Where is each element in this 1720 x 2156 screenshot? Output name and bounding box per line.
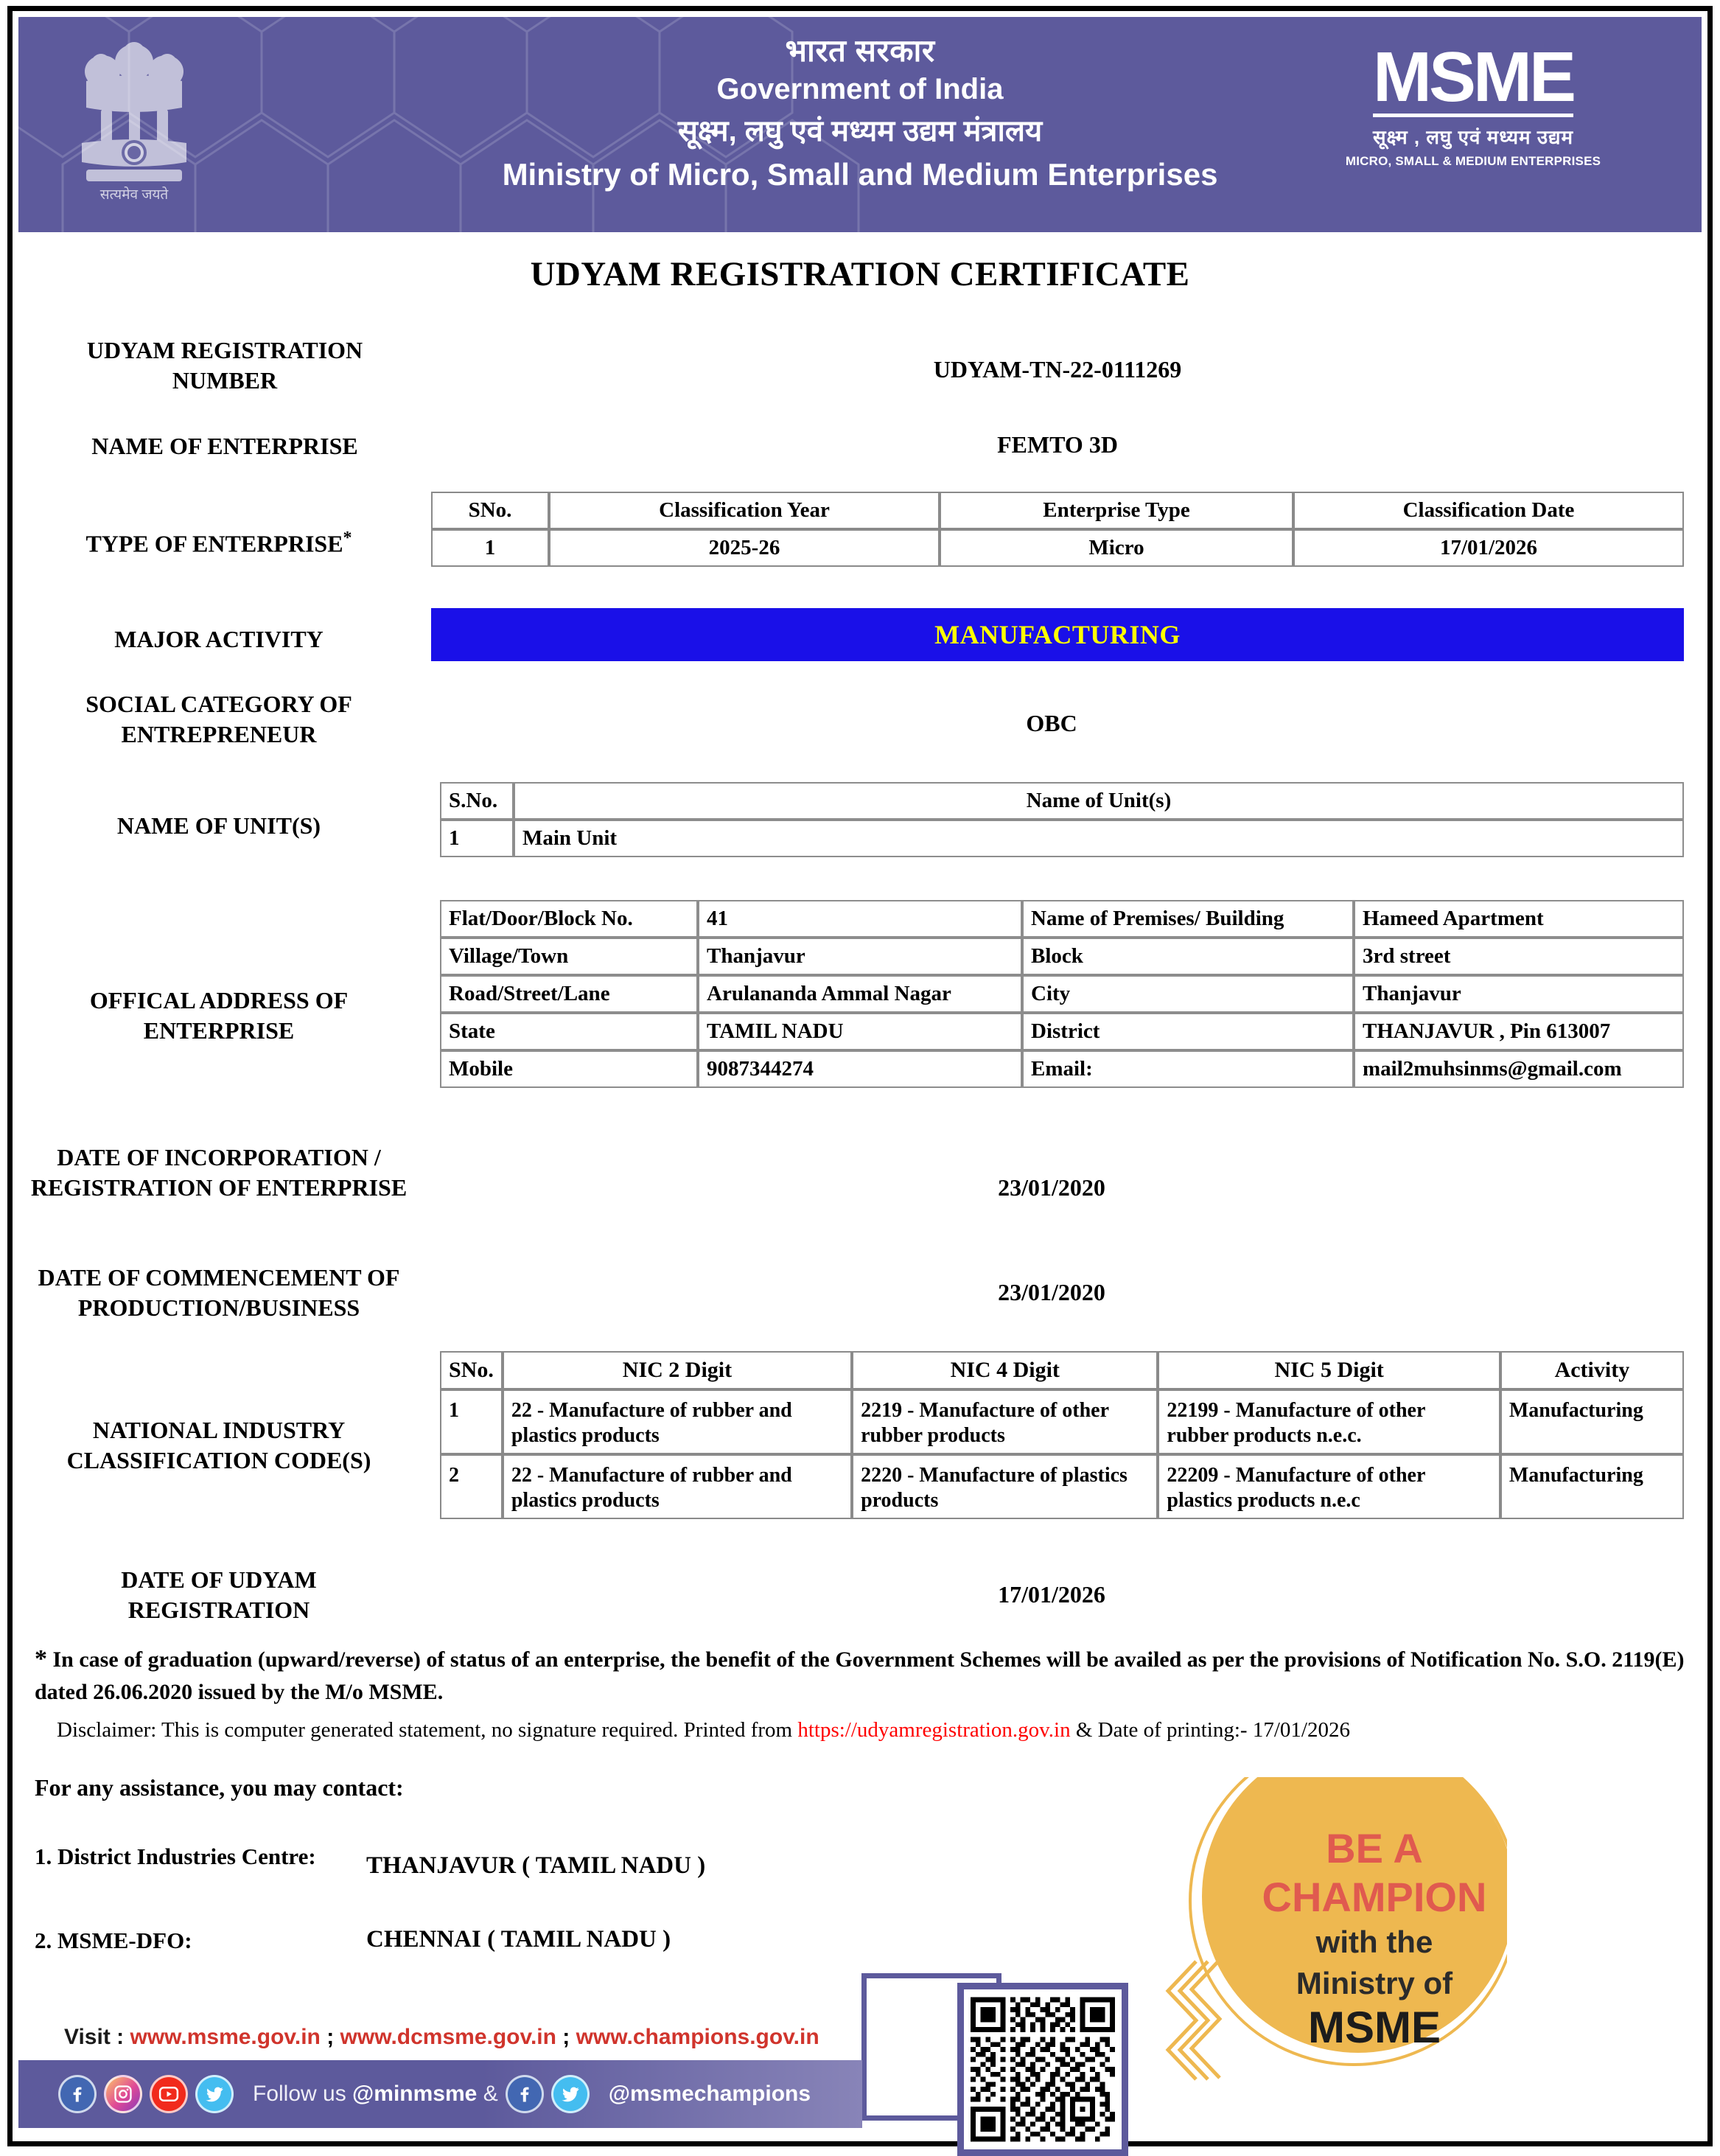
facebook-icon[interactable] <box>58 2075 97 2113</box>
instagram-glyph <box>113 2084 133 2104</box>
col-classification-date: Classification Date <box>1293 492 1684 529</box>
address-field-label: City <box>1022 975 1354 1013</box>
cell-classification-date: 17/01/2026 <box>1293 529 1684 567</box>
type-of-enterprise-asterisk: * <box>343 528 352 548</box>
disclaimer-part2: & Date of printing:- 17/01/2026 <box>1070 1718 1350 1742</box>
cell-activity: Manufacturing <box>1500 1454 1684 1519</box>
disclaimer-part1: Disclaimer: This is computer generated statement, no signature required. Printed from <box>57 1718 798 1742</box>
champions-website-link[interactable]: www.champions.gov.in <box>576 2025 819 2049</box>
visit-separator: ; <box>556 2025 576 2049</box>
col-nic-5-digit: NIC 5 Digit <box>1158 1351 1500 1389</box>
cell-sno: 1 <box>440 820 514 857</box>
address-field-label: Mobile <box>440 1050 698 1088</box>
champion-line5: MSME <box>1308 2003 1441 2052</box>
footnote-asterisk: * <box>35 1645 47 1672</box>
champion-line2: CHAMPION <box>1262 1874 1487 1920</box>
address-field-label: Village/Town <box>440 938 698 975</box>
district-industries-centre-label: 1. District Industries Centre: <box>35 1843 316 1869</box>
table-row <box>440 975 1684 1013</box>
commencement-date-label: DATE OF COMMENCEMENT OF PRODUCTION/BUSINESS <box>38 1264 400 1321</box>
address-field-label: State <box>440 1013 698 1050</box>
visit-label: Visit : <box>64 2025 130 2049</box>
cell-nic-5-digit: 22209 - Manufacture of other plastics products n.e.c <box>1158 1454 1500 1519</box>
official-address-table <box>440 900 1684 1088</box>
table-row <box>440 820 1684 857</box>
address-field-value: TAMIL NADU <box>698 1013 1022 1050</box>
address-field-value: THANJAVUR , Pin 613007 <box>1354 1013 1684 1050</box>
msme-logo-english: MICRO, SMALL & MEDIUM ENTERPRISES <box>1345 154 1601 169</box>
champion-line4: Ministry of <box>1296 1966 1453 2000</box>
table-row <box>440 1454 1684 1519</box>
emblem-motto-text: सत्यमेव जयते <box>99 187 169 203</box>
col-sno: SNo. <box>431 492 549 529</box>
enterprise-name-label: NAME OF ENTERPRISE <box>91 433 358 459</box>
instagram-icon[interactable] <box>104 2075 142 2113</box>
twitter-icon[interactable] <box>195 2075 234 2113</box>
address-field-value: Thanjavur <box>698 938 1022 975</box>
incorporation-date-label: DATE OF INCORPORATION / REGISTRATION OF ENTERPRISE <box>30 1144 408 1201</box>
district-industries-centre-value: THANJAVUR ( TAMIL NADU ) <box>366 1852 706 1879</box>
cell-activity: Manufacturing <box>1500 1389 1684 1454</box>
udyam-number-value: UDYAM-TN-22-0111269 <box>933 356 1182 383</box>
table-row <box>440 1013 1684 1050</box>
cell-nic-4-digit: 2220 - Manufacture of plastics products <box>852 1454 1158 1519</box>
facebook-glyph <box>514 2084 535 2104</box>
major-activity-label: MAJOR ACTIVITY <box>114 626 324 652</box>
cell-nic-5-digit: 22199 - Manufacture of other rubber products n.e.c. <box>1158 1389 1500 1454</box>
col-activity: Activity <box>1500 1351 1684 1389</box>
nic-codes-table <box>440 1351 1684 1519</box>
cell-nic-4-digit: 2219 - Manufacture of other rubber products <box>852 1389 1158 1454</box>
facebook-champions-icon[interactable] <box>506 2075 544 2113</box>
cell-classification-year: 2025-26 <box>549 529 940 567</box>
visit-separator: ; <box>320 2025 340 2049</box>
col-classification-year: Classification Year <box>549 492 940 529</box>
unit-names-label: NAME OF UNIT(S) <box>116 812 321 839</box>
champion-badge-graphic <box>1153 1777 1507 2087</box>
address-field-value: Arulananda Ammal Nagar <box>698 975 1022 1013</box>
type-of-enterprise-table <box>431 492 1684 567</box>
certificate-frame <box>7 6 1713 2146</box>
address-field-label: District <box>1022 1013 1354 1050</box>
twitter-glyph <box>560 2084 581 2104</box>
cell-sno: 1 <box>431 529 549 567</box>
col-enterprise-type: Enterprise Type <box>940 492 1293 529</box>
table-header-row <box>431 492 1684 529</box>
msme-logo-mark: MSME <box>1373 38 1573 116</box>
address-field-label: Block <box>1022 938 1354 975</box>
type-of-enterprise-label <box>27 527 410 559</box>
table-header-row <box>440 782 1684 820</box>
assistance-heading: For any assistance, you may contact: <box>35 1774 404 1801</box>
msme-website-link[interactable]: www.msme.gov.in <box>130 2025 321 2049</box>
table-row <box>440 1050 1684 1088</box>
minmsme-handle: @minmsme <box>352 2082 478 2106</box>
footnote-text: In case of graduation (upward/reverse) of status of an enterprise, the benefit of the Government Schemes will be availed as per the provisions of Notification No. S.O. 2119(E) dated 26.06.2020 issued by the M/o MSME. <box>35 1647 1685 1705</box>
cell-nic-2-digit: 22 - Manufacture of rubber and plastics products <box>503 1454 852 1519</box>
col-unit-name: Name of Unit(s) <box>514 782 1684 820</box>
follow-prefix: Follow us <box>253 2082 353 2106</box>
udyam-registration-date-label: DATE OF UDYAM REGISTRATION <box>121 1566 317 1623</box>
major-activity-banner <box>431 608 1684 661</box>
table-row <box>431 529 1684 567</box>
gov-india-english: Government of India <box>716 73 1004 106</box>
col-sno: S.No. <box>440 782 514 820</box>
youtube-glyph <box>158 2083 180 2105</box>
msmechampions-handle: @msmechampions <box>608 2082 811 2106</box>
address-field-label: Email: <box>1022 1050 1354 1088</box>
champion-line3: with the <box>1315 1925 1433 1959</box>
major-activity-value: MANUFACTURING <box>934 620 1181 649</box>
msme-dfo-value: CHENNAI ( TAMIL NADU ) <box>366 1926 671 1953</box>
page-title: UDYAM REGISTRATION CERTIFICATE <box>530 255 1190 293</box>
social-category-value: OBC <box>1026 710 1077 736</box>
msme-logo-hindi: सूक्ष्म , लघु एवं मध्यम उद्यम <box>1373 126 1573 149</box>
incorporation-date-value: 23/01/2020 <box>998 1174 1105 1201</box>
address-field-label: Name of Premises/ Building <box>1022 900 1354 938</box>
col-sno: SNo. <box>440 1351 503 1389</box>
disclaimer-text <box>57 1715 1700 1745</box>
qr-code-image <box>971 1996 1115 2143</box>
type-of-enterprise-label-text: TYPE OF ENTERPRISE <box>85 530 343 557</box>
cell-unit-name: Main Unit <box>514 820 1684 857</box>
cell-enterprise-type: Micro <box>940 529 1293 567</box>
table-row <box>440 938 1684 975</box>
ministry-english: Ministry of Micro, Small and Medium Enterprises <box>502 156 1218 192</box>
address-field-value: 9087344274 <box>698 1050 1022 1088</box>
address-field-value: 3rd street <box>1354 938 1684 975</box>
gov-india-hindi: भारत सरकार <box>785 33 935 68</box>
address-field-value: Thanjavur <box>1354 975 1684 1013</box>
cell-nic-2-digit: 22 - Manufacture of rubber and plastics products <box>503 1389 852 1454</box>
certificate-header-band <box>18 17 1702 232</box>
cell-sno: 2 <box>440 1454 503 1519</box>
twitter-glyph <box>204 2084 225 2104</box>
address-field-value: Hameed Apartment <box>1354 900 1684 938</box>
address-field-label: Flat/Door/Block No. <box>440 900 698 938</box>
col-nic-4-digit: NIC 4 Digit <box>852 1351 1158 1389</box>
ministry-hindi: सूक्ष्म, लघु एवं मध्यम उद्यम मंत्रालय <box>677 115 1043 148</box>
social-category-label: SOCIAL CATEGORY OF ENTREPRENEUR <box>85 691 352 747</box>
commencement-date-value: 23/01/2020 <box>998 1279 1105 1305</box>
udyam-number-label: UDYAM REGISTRATION NUMBER <box>86 337 363 394</box>
address-field-value: mail2muhsinms@gmail.com <box>1354 1050 1684 1088</box>
nic-codes-label: NATIONAL INDUSTRY CLASSIFICATION CODE(S) <box>66 1417 371 1473</box>
amp-separator: & <box>477 2082 498 2106</box>
youtube-icon[interactable] <box>150 2075 188 2113</box>
table-header-row <box>440 1351 1684 1389</box>
visit-websites-line <box>64 2025 819 2050</box>
dcmsme-website-link[interactable]: www.dcmsme.gov.in <box>340 2025 556 2049</box>
facebook-glyph <box>67 2084 88 2104</box>
udyam-registration-date-value: 17/01/2026 <box>998 1581 1105 1608</box>
address-field-label: Road/Street/Lane <box>440 975 698 1013</box>
qr-code[interactable] <box>957 1983 1128 2156</box>
graduation-footnote <box>35 1642 1697 1709</box>
col-nic-2-digit: NIC 2 Digit <box>503 1351 852 1389</box>
table-row <box>440 900 1684 938</box>
msme-dfo-label: 2. MSME-DFO: <box>35 1928 192 1953</box>
twitter-champions-icon[interactable] <box>551 2075 590 2113</box>
table-row <box>440 1389 1684 1454</box>
enterprise-name-value: FEMTO 3D <box>997 431 1118 458</box>
address-field-value: 41 <box>698 900 1022 938</box>
follow-us-text <box>253 2082 498 2107</box>
msme-logo <box>1326 38 1621 169</box>
cell-sno: 1 <box>440 1389 503 1454</box>
social-media-bar <box>18 2060 862 2128</box>
udyam-portal-link[interactable]: https://udyamregistration.gov.in <box>797 1718 1071 1742</box>
champion-line1: BE A <box>1326 1825 1423 1871</box>
be-a-champion-badge <box>1153 1777 1507 2087</box>
address-label: OFFICAL ADDRESS OF ENTERPRISE <box>89 987 349 1044</box>
unit-names-table <box>440 782 1684 857</box>
